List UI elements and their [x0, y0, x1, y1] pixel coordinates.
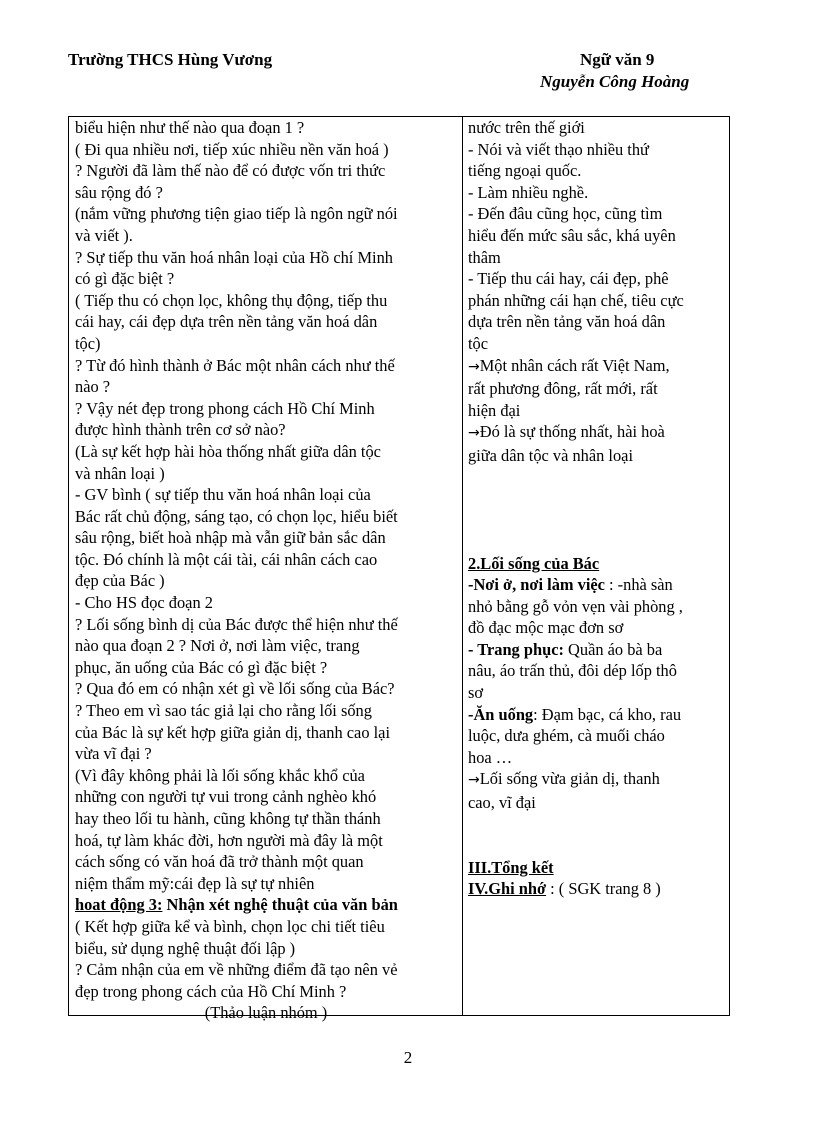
text-line: cách sống có văn hoá đã trở thành một quan: [75, 852, 364, 872]
text-line: ( Tiếp thu có chọn lọc, không thụ động, tiếp thu: [75, 290, 388, 310]
text-line: đẹp của Bác ): [75, 571, 165, 591]
text-line: nước trên thế giới: [468, 118, 585, 137]
text-line: ? Người đã làm thế nào để có được vốn tri thức: [75, 161, 386, 181]
section-heading-summary: III.Tổng kết: [468, 857, 554, 877]
text-line: phán những cái hạn chế, tiêu cực: [468, 290, 684, 310]
text-line: rất phương đông, rất mới, rất: [468, 379, 658, 399]
text-line: ? Vậy nét đẹp trong phong cách Hồ Chí Minh: [75, 398, 375, 418]
label-residence: -Nơi ở, nơi làm việc: [468, 575, 605, 595]
text-line: (nắm vững phương tiện giao tiếp là ngôn ngữ nói: [75, 204, 398, 224]
text-line: dựa trên nền tảng văn hoá dân: [468, 312, 666, 332]
text-line: [468, 768, 724, 792]
text-line: ( Kết hợp giữa kể và bình, chọn lọc chi tiết tiêu: [75, 916, 385, 936]
text-line: thâm: [468, 247, 501, 267]
text-line: (Vì đây không phải là lối sống khắc khổ của: [75, 765, 365, 785]
text-line: (Thảo luận nhóm ): [204, 1003, 328, 1023]
label-remember: IV.Ghi nhớ: [468, 879, 547, 899]
text-line: (Là sự kết hợp hài hòa thống nhất giữa dân tộc: [75, 441, 381, 461]
author-name: Nguyễn Công Hoàng: [540, 72, 690, 91]
text-line: biểu hiện như thế nào qua đoạn 1 ?: [75, 118, 305, 137]
text-line: hiểu đến mức sâu sắc, khá uyên: [468, 225, 676, 245]
text-line-body: Một nhân cách rất Việt Nam,: [479, 355, 670, 375]
text-line: [468, 355, 724, 379]
text-line: - GV bình ( sự tiếp thu văn hoá nhân loại của: [75, 485, 371, 505]
text-line: sơ: [468, 683, 484, 703]
text-line: ? Sự tiếp thu văn hoá nhân loại của Hồ chí Minh: [75, 247, 393, 267]
text-line: có gì đặc biệt ?: [75, 269, 175, 289]
section-heading-lifestyle: 2.Lối sống của Bác: [468, 553, 600, 573]
text-line: hay theo lối tu hành, cũng không tự thần thánh: [75, 809, 381, 828]
text-line-body: : ( SGK trang 8 ): [546, 879, 661, 899]
text-line-body: Đó là sự thống nhất, hài hoà: [479, 422, 665, 442]
text-line: [468, 639, 724, 661]
text-line: ? Lối sống bình dị của Bác được thể hiện như thế: [75, 614, 398, 634]
text-line: nhỏ bằng gỗ vỏn vẹn vài phòng ,: [468, 596, 683, 616]
text-line: - Tiếp thu cái hay, cái đẹp, phê: [468, 269, 669, 289]
label-food: -Ăn uống: [468, 704, 534, 724]
arrow-icon: →: [468, 772, 480, 789]
text-line: nâu, áo trấn thủ, đôi dép lốp thô: [468, 661, 677, 681]
text-line: - Làm nhiều nghề.: [468, 182, 589, 202]
text-line: hiện đại: [468, 400, 521, 420]
text-line: nào qua đoạn 2 ? Nơi ở, nơi làm việc, trang: [75, 636, 360, 656]
text-line: biểu, sử dụng nghệ thuật đối lập ): [75, 938, 296, 958]
text-line: những con người tự vui trong cảnh nghèo khó: [75, 787, 377, 807]
text-line: ? Cảm nhận của em về những điểm đã tạo nên vẻ: [75, 960, 398, 980]
arrow-icon: →: [468, 358, 480, 375]
text-line: sâu rộng đó ?: [75, 182, 163, 202]
text-line: [468, 704, 724, 726]
spacer: [468, 467, 724, 553]
subject-title: Ngữ văn 9: [580, 50, 655, 69]
text-line: Bác rất chủ động, sáng tạo, có chọn lọc, hiểu biết: [75, 506, 398, 526]
text-line: ( Đi qua nhiều nơi, tiếp xúc nhiều nền văn hoá ): [75, 139, 389, 159]
text-line-body: : -nhà sàn: [604, 575, 673, 595]
column-divider: [462, 117, 463, 1015]
text-line: ? Qua đó em có nhận xét gì về lối sống của Bác?: [75, 679, 395, 699]
text-line: luộc, dưa ghém, cà muối cháo: [468, 726, 665, 746]
text-line: [468, 878, 724, 900]
text-line: ? Từ đó hình thành ở Bác một nhân cách như thế: [75, 355, 395, 375]
activity-3-label: hoat động 3:: [75, 895, 163, 915]
text-line: ? Theo em vì sao tác giả lại cho rằng lối sống: [75, 701, 372, 721]
text-line: tiếng ngoại quốc.: [468, 161, 582, 181]
text-line-body: Quần áo bà ba: [563, 639, 663, 659]
spacer: [468, 814, 724, 857]
text-line-body: Lối sống vừa giản dị, thanh: [479, 769, 660, 789]
text-line: sâu rộng, biết hoà nhập mà vẫn giữ bản sắc dân: [75, 528, 386, 548]
text-line: cao, vĩ đại: [468, 793, 536, 813]
lesson-table: [68, 116, 730, 1023]
text-line: giữa dân tộc và nhân loại: [468, 445, 633, 465]
text-line: và viết ).: [75, 225, 133, 245]
text-line-body: : Đạm bạc, cá kho, rau: [533, 704, 682, 724]
text-line: [468, 421, 724, 445]
text-line: của Bác là sự kết hợp giữa giản dị, thanh cao lại: [75, 722, 390, 742]
text-line: hoá, tự làm khác đời, hơn người mà đây là một: [75, 830, 383, 850]
text-line: niệm thẩm mỹ:cái đẹp là sự tự nhiên: [75, 873, 315, 893]
page-number: 2: [403, 1048, 413, 1067]
text-line: tộc: [468, 333, 489, 353]
activity-3-heading: [75, 894, 457, 916]
text-line: được hình thành trên cơ sở nào?: [75, 420, 286, 440]
text-line: đẹp trong phong cách của Hồ Chí Minh ?: [75, 981, 347, 1001]
text-line: - Đến đâu cũng học, cũng tìm: [468, 204, 663, 224]
text-line: nào ?: [75, 377, 111, 397]
text-line: tộc. Đó chính là một cái tài, cái nhân cách cao: [75, 549, 378, 569]
text-line: [468, 574, 724, 596]
text-line: cái hay, cái đẹp dựa trên nền tảng văn hoá dân: [75, 312, 378, 332]
teacher-activity-column: [75, 117, 457, 1024]
arrow-icon: →: [468, 425, 480, 442]
text-line: - Cho HS đọc đoạn 2: [75, 593, 213, 613]
text-line: vừa vĩ đại ?: [75, 744, 152, 764]
content-column: [468, 117, 724, 900]
text-line: tộc): [75, 333, 101, 353]
text-line: và nhân loại ): [75, 463, 165, 483]
text-line: - Nói và viết thạo nhiều thứ: [468, 139, 649, 159]
school-name: Trường THCS Hùng Vương: [68, 50, 273, 69]
text-line: hoa …: [468, 747, 513, 767]
text-line: đồ đạc mộc mạc đơn sơ: [468, 618, 624, 638]
activity-3-title: Nhận xét nghệ thuật của văn bản: [162, 895, 398, 915]
label-clothing: - Trang phục:: [468, 639, 564, 659]
text-line: phục, ăn uống của Bác có gì đặc biệt ?: [75, 657, 328, 677]
